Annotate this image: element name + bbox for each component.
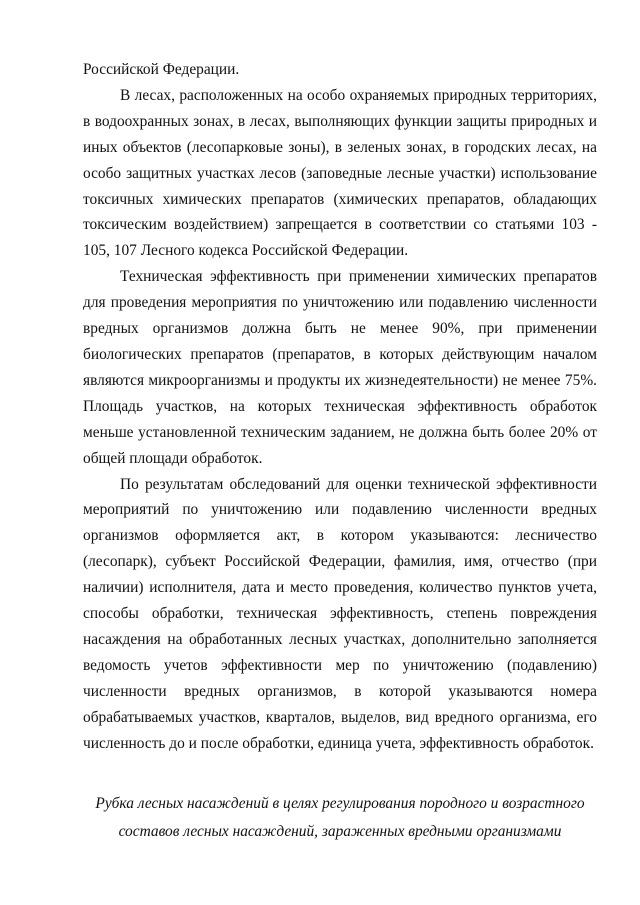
subheading-line-2: составов лесных насаждений, зараженных вредными организмами <box>118 823 562 840</box>
document-body <box>83 57 597 756</box>
paragraph-continuation: Российской Федерации. <box>83 61 240 78</box>
section-subheading <box>83 790 597 846</box>
subheading-line-1: Рубка лесных насаждений в целях регулирования породного и возрастного <box>95 795 585 812</box>
paragraph-technical-efficiency: Техническая эффективность при применении химических препаратов для проведения мероприятия по уничтожению или подавлению численности вредных организмов должна быть не менее 90%, при применении биологических препаратов (препаратов, в которых действующим началом являются микроорганизмы и продукты их жизнедеятельности) не менее 75%. Площадь участков, на которых техническая эффективность обработок меньше установленной техническим заданием, не должна быть более 20% от общей площади обработок. <box>83 268 597 467</box>
paragraph-survey-act: По результатам обследований для оценки технической эффективности мероприятий по уничтожению или подавлению численности вредных организмов оформляется акт, в котором указываются: лесничество (лесопарк), субъект Российской Федерации, фамилия, имя, отчество (при наличии) исполнителя, дата и место проведения, количество пунктов учета, способы обработки, техническая эффективность, степень повреждения насаждения на обработанных лесных участках, дополнительно заполняется ведомость учетов эффективности мер по уничтожению (подавлению) численности вредных организмов, в которой указываются номера обрабатываемых участков, кварталов, выделов, вид вредного организма, его численность до и после обработки, единица учета, эффективность обработок. <box>83 475 597 752</box>
paragraph-protected-territories: В лесах, расположенных на особо охраняемых природных территориях, в водоохранных зонах, в лесах, выполняющих функции защиты природных и иных объектов (лесопарковые зоны), в зеленых зонах, в городских лесах, на особо защитных участках лесов (заповедные лесные участки) использование токсичных химических препаратов (химических препаратов, обладающих токсическим воздействием) запрещается в соответствии со статьями 103 - 105, 107 Лесного кодекса Российской Федерации. <box>83 86 597 260</box>
